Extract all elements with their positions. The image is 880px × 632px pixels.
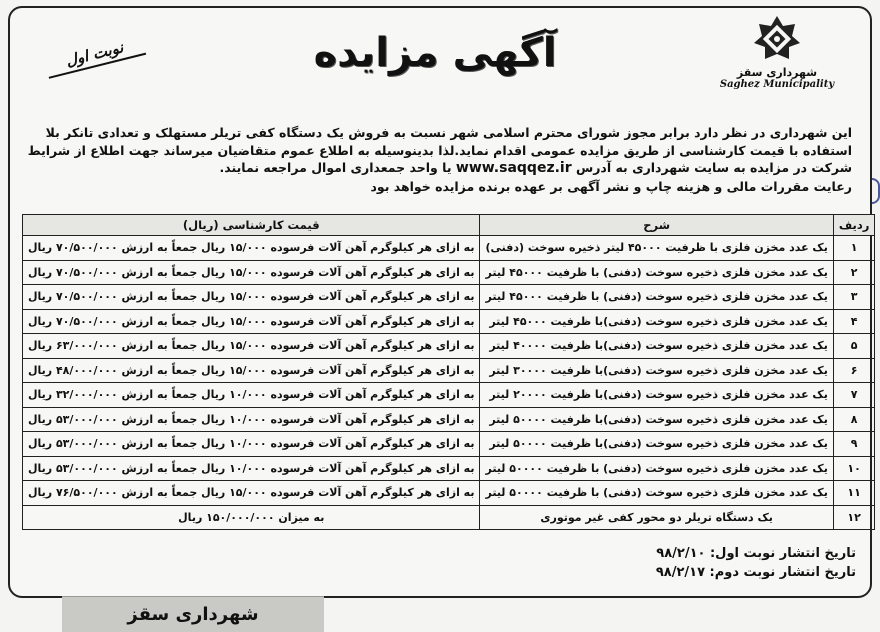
- footer-signature: شهرداری سقز: [62, 596, 324, 632]
- row-index: ۷: [833, 383, 875, 408]
- notice-body: [22, 124, 852, 195]
- row-index: ۶: [833, 358, 875, 383]
- row-price: به ازای هر کیلوگرم آهن آلات فرسوده ۱۵/۰۰۰ ریال جمعاً به ارزش ۷۶/۵۰۰/۰۰۰ ریال: [23, 481, 480, 506]
- body-line-3-end: یا واحد جمعداری اموال مراجعه نمایند.: [219, 160, 452, 175]
- row-price: به ازای هر کیلوگرم آهن آلات فرسوده ۱۵/۰۰۰ ریال جمعاً به ارزش ۷۰/۵۰۰/۰۰۰ ریال: [23, 309, 480, 334]
- municipality-emblem-icon: [752, 14, 802, 64]
- row-price: به ازای هر کیلوگرم آهن آلات فرسوده ۱۵/۰۰۰ ریال جمعاً به ارزش ۷۰/۵۰۰/۰۰۰ ریال: [23, 285, 480, 310]
- row-description: یک عدد مخزن فلزی ذخیره سوخت (دفنی) با ظرفیت ۵۰۰۰۰ لیتر: [480, 481, 833, 506]
- row-price: به ازای هر کیلوگرم آهن آلات فرسوده ۱۵/۰۰۰ ریال جمعاً به ارزش ۴۸/۰۰۰/۰۰۰ ریال: [23, 358, 480, 383]
- header-index: ردیف: [833, 215, 875, 236]
- row-index: ۱۲: [833, 505, 875, 530]
- row-price: به ازای هر کیلوگرم آهن آلات فرسوده ۱۰/۰۰۰ ریال جمعاً به ارزش ۵۳/۰۰۰/۰۰۰ ریال: [23, 407, 480, 432]
- round-label: نوبت اول: [44, 33, 146, 79]
- row-index: ۵: [833, 334, 875, 359]
- second-publication-date: [656, 563, 856, 582]
- row-price: به ازای هر کیلوگرم آهن آلات فرسوده ۱۰/۰۰۰ ریال جمعاً به ارزش ۵۳/۰۰۰/۰۰۰ ریال: [23, 456, 480, 481]
- org-name-fa: شهرداری سقز: [736, 66, 818, 79]
- row-description: یک عدد مخزن فلزی ذخیره سوخت (دفنی)با ظرفیت ۲۰۰۰۰ لیتر: [480, 383, 833, 408]
- row-index: ۱۱: [833, 481, 875, 506]
- first-date-value: ۹۸/۲/۱۰: [656, 546, 706, 561]
- header-description: شرح: [480, 215, 833, 236]
- body-line-3-start: شرکت در مزایده به سایت شهرداری به آدرس: [575, 160, 852, 175]
- row-price: به میزان ۱۵۰/۰۰۰/۰۰۰ ریال: [23, 505, 480, 530]
- edge-bracket-mark: [872, 178, 880, 204]
- row-price: به ازای هر کیلوگرم آهن آلات فرسوده ۱۵/۰۰۰ ریال جمعاً به ارزش ۷۰/۵۰۰/۰۰۰ ریال: [23, 260, 480, 285]
- row-description: یک عدد مخزن فلزی ذخیره سوخت (دفنی) با ظرفیت ۵۰۰۰۰ لیتر: [480, 456, 833, 481]
- row-description: یک عدد مخزن فلزی ذخیره سوخت (دفنی)با ظرفیت ۳۰۰۰۰ لیتر: [480, 358, 833, 383]
- row-price: به ازای هر کیلوگرم آهن آلات فرسوده ۱۵/۰۰۰ ریال جمعاً به ارزش ۷۰/۵۰۰/۰۰۰ ریال: [23, 236, 480, 261]
- body-line-3: [22, 159, 852, 178]
- table-row: [23, 309, 875, 334]
- row-description: یک عدد مخزن فلزی ذخیره سوخت (دفنی)با ظرفیت ۵۰۰۰۰ لیتر: [480, 407, 833, 432]
- table-row: [23, 260, 875, 285]
- table-row: [23, 505, 875, 530]
- notice-title: آگهی مزایده: [313, 30, 557, 76]
- first-publication-date: [656, 544, 856, 563]
- table-row: [23, 358, 875, 383]
- website-link[interactable]: www.saqqez.ir: [455, 160, 572, 176]
- auction-table: [22, 214, 875, 530]
- row-index: ۳: [833, 285, 875, 310]
- row-description: یک عدد مخزن فلزی ذخیره سوخت (دفنی)با ظرفیت ۴۵۰۰۰ لیتر: [480, 309, 833, 334]
- municipality-logo: [702, 14, 852, 114]
- body-line-4: رعایت مقررات مالی و هزینه چاپ و نشر آگهی بر عهده برنده مزایده خواهد بود: [370, 178, 852, 194]
- body-line-1: این شهرداری در نظر دارد برابر مجوز شورای محترم اسلامی شهر نسبت به فروش یک دستگاه کفی تریلر مستهلک و تعدادی تانکر بلا: [45, 125, 852, 140]
- body-line-2: استفاده با قیمت کارشناسی از طریق مزایده عمومی اقدام نماید.لذا بدینوسیله به اطلاع عموم متقاضیان میرساند جهت اطلاع از شرایط: [27, 142, 852, 158]
- row-index: ۱۰: [833, 456, 875, 481]
- row-description: یک دستگاه تریلر دو محور کفی غیر موتوری: [480, 505, 833, 530]
- second-date-value: ۹۸/۲/۱۷: [655, 565, 705, 580]
- row-description: یک عدد مخزن فلزی ذخیره سوخت (دفنی)با ظرفیت ۴۰۰۰۰ لیتر: [480, 334, 833, 359]
- row-index: ۱: [833, 236, 875, 261]
- table-header-row: [23, 215, 875, 236]
- row-description: یک عدد مخزن فلزی ذخیره سوخت (دفنی)با ظرفیت ۵۰۰۰۰ لیتر: [480, 432, 833, 457]
- row-description: یک عدد مخزن فلزی ذخیره سوخت (دفنی) با ظرفیت ۴۵۰۰۰ لیتر: [480, 260, 833, 285]
- table-row: [23, 407, 875, 432]
- org-name-en: Saghez Municipality: [719, 79, 835, 90]
- table-row: [23, 481, 875, 506]
- table-row: [23, 432, 875, 457]
- auction-table-container: [22, 214, 870, 530]
- row-index: ۴: [833, 309, 875, 334]
- row-price: به ازای هر کیلوگرم آهن آلات فرسوده ۱۵/۰۰۰ ریال جمعاً به ارزش ۶۳/۰۰۰/۰۰۰ ریال: [23, 334, 480, 359]
- row-index: ۹: [833, 432, 875, 457]
- table-row: [23, 236, 875, 261]
- header-price: قیمت کارشناسی (ریال): [23, 215, 480, 236]
- row-price: به ازای هر کیلوگرم آهن آلات فرسوده ۱۰/۰۰۰ ریال جمعاً به ارزش ۳۲/۰۰۰/۰۰۰ ریال: [23, 383, 480, 408]
- table-row: [23, 456, 875, 481]
- table-row: [23, 334, 875, 359]
- second-date-label: تاریخ انتشار نوبت دوم:: [709, 565, 856, 580]
- row-index: ۸: [833, 407, 875, 432]
- table-row: [23, 285, 875, 310]
- row-price: به ازای هر کیلوگرم آهن آلات فرسوده ۱۰/۰۰۰ ریال جمعاً به ارزش ۵۳/۰۰۰/۰۰۰ ریال: [23, 432, 480, 457]
- row-description: یک عدد مخزن فلزی با ظرفیت ۴۵۰۰۰ لیتر ذخیره سوخت (دفنی): [480, 236, 833, 261]
- publication-dates: [656, 544, 856, 582]
- table-row: [23, 383, 875, 408]
- first-date-label: تاریخ انتشار نوبت اول:: [709, 546, 856, 561]
- row-description: یک عدد مخزن فلزی ذخیره سوخت (دفنی) با ظرفیت ۴۵۰۰۰ لیتر: [480, 285, 833, 310]
- row-index: ۲: [833, 260, 875, 285]
